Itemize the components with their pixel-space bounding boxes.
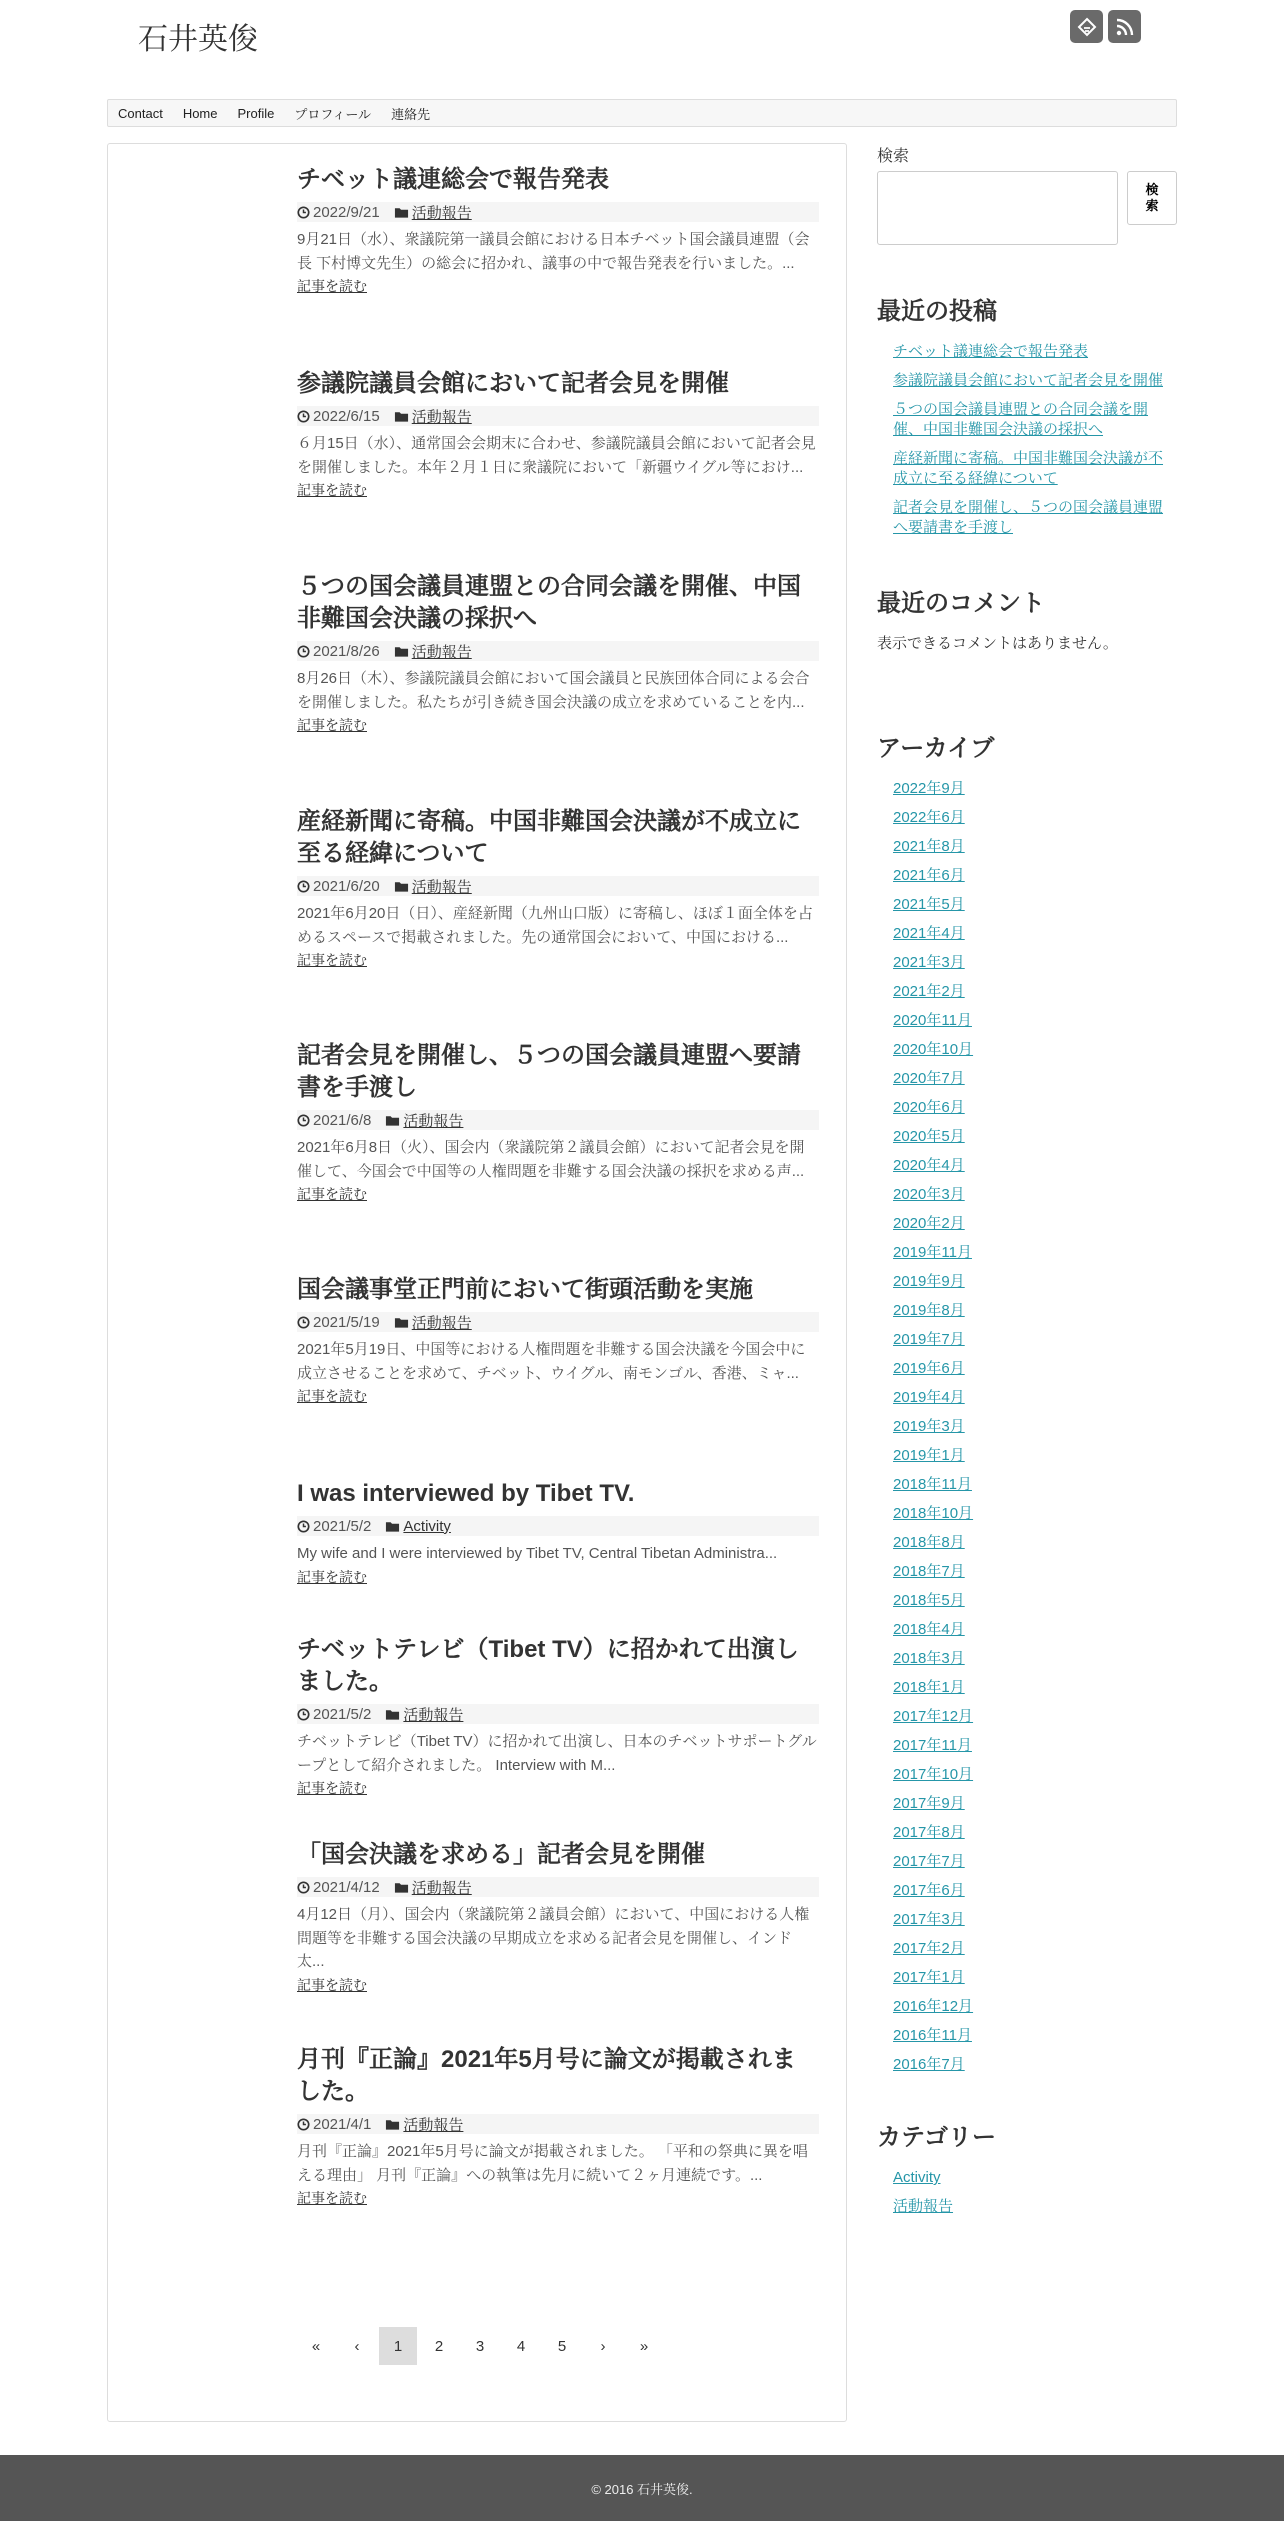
page-5-button[interactable]: 5 xyxy=(557,2337,567,2355)
post-item xyxy=(297,1274,819,1406)
post-meta xyxy=(297,202,819,222)
archive-item xyxy=(893,982,1177,1002)
search-form xyxy=(877,171,1177,245)
post-category-link[interactable]: 活動報告 xyxy=(411,878,472,896)
category-item xyxy=(893,2168,1177,2188)
categories-title: カテゴリー xyxy=(877,2124,997,2151)
archive-item xyxy=(893,1707,1177,1727)
post-excerpt: 4月12日（月）、国会内（衆議院第２議員会館）において、中国における人権問題等を非難する国会決議の早期成立を求める記者会見を開催し、インド太... xyxy=(297,1906,810,1970)
archive-link[interactable]: 2016年11月 xyxy=(893,2027,972,2044)
recent-comments-widget xyxy=(877,583,1177,653)
archive-link[interactable]: 2020年10月 xyxy=(893,1041,974,1058)
archive-item xyxy=(893,1388,1177,1408)
read-more-link[interactable]: 記事を読む xyxy=(297,482,367,498)
recent-post-item xyxy=(893,342,1177,362)
post-category-link[interactable]: Activity xyxy=(403,1517,451,1535)
folder-icon xyxy=(394,206,409,219)
archive-item xyxy=(893,1591,1177,1611)
post-meta xyxy=(297,1312,819,1332)
post-meta xyxy=(297,2114,819,2134)
recent-post-item xyxy=(893,371,1177,391)
archive-link[interactable]: 2021年4月 xyxy=(893,925,965,942)
post-title[interactable]: 記者会見を開催し、５つの国会議員連盟へ要請書を手渡し xyxy=(297,1042,801,1101)
archive-item xyxy=(893,1533,1177,1553)
archive-item xyxy=(893,1794,1177,1814)
archive-link[interactable]: 2017年3月 xyxy=(893,1911,965,1928)
folder-icon xyxy=(385,2118,400,2131)
recent-post-link[interactable]: ５つの国会議員連盟との合同会議を開催、中国非難国会決議の採択へ xyxy=(893,401,1149,438)
post-title[interactable]: I was interviewed by Tibet TV. xyxy=(297,1480,635,1507)
nav-profile[interactable]: Profile xyxy=(237,105,275,121)
pagination xyxy=(297,2327,666,2365)
post-item xyxy=(297,806,819,970)
post-category-link[interactable]: 活動報告 xyxy=(411,643,472,661)
folder-icon xyxy=(394,880,409,893)
archive-item xyxy=(893,1330,1177,1350)
clock-icon xyxy=(297,645,310,658)
social-links xyxy=(1070,10,1141,43)
archives-list xyxy=(877,779,1177,2075)
post-excerpt: 月刊『正論』2021年5月号に論文が掲載されました。 「平和の祭典に異を唱える理由」 月刊『正論』への執筆は先月に続いて２ヶ月連続です。... xyxy=(297,2143,808,2184)
folder-icon xyxy=(394,1881,409,1894)
clock-icon xyxy=(297,1520,310,1533)
post-date: 2022/9/21 xyxy=(313,203,380,221)
archive-link[interactable]: 2019年6月 xyxy=(893,1360,965,1377)
archive-item xyxy=(893,1504,1177,1524)
post-date: 2022/6/15 xyxy=(313,407,380,425)
archive-link[interactable]: 2020年11月 xyxy=(893,1012,972,1029)
archive-link[interactable]: 2021年2月 xyxy=(893,983,965,1000)
read-more-link[interactable]: 記事を読む xyxy=(297,1388,367,1404)
archive-item xyxy=(893,1852,1177,1872)
clock-icon xyxy=(297,410,310,423)
post-date: 2021/5/2 xyxy=(313,1705,372,1723)
archives-title: アーカイブ xyxy=(877,735,995,762)
read-more-link[interactable]: 記事を読む xyxy=(297,952,367,968)
post-excerpt: 9月21日（水）、衆議院第一議員会館における日本チベット国会議員連盟（会長 下村博文先生）の総会に招かれ、議事の中で報告発表を行いました。... xyxy=(297,231,810,272)
archive-item xyxy=(893,1881,1177,1901)
post-title[interactable]: 月刊『正論』2021年5月号に論文が掲載されました。 xyxy=(297,2046,796,2105)
recent-posts-title: 最近の投稿 xyxy=(877,298,997,325)
categories-widget xyxy=(877,2117,1177,2217)
post-excerpt: My wife and I were interviewed by Tibet TV, Central Tibetan Administra... xyxy=(297,1545,778,1562)
archive-link[interactable]: 2017年9月 xyxy=(893,1795,965,1812)
clock-icon xyxy=(297,1114,310,1127)
archive-link[interactable]: 2019年11月 xyxy=(893,1244,972,1261)
post-item xyxy=(297,368,819,500)
read-more-link[interactable]: 記事を読む xyxy=(297,2190,367,2206)
post-title[interactable]: チベット議連総会で報告発表 xyxy=(297,166,609,193)
recent-comments-title: 最近のコメント xyxy=(877,590,1045,617)
post-excerpt: ６月15日（水）、通常国会会期末に合わせ、参議院議員会館において記者会見を開催しました。本年２月１日に衆議院において「新疆ウイグル等におけ... xyxy=(297,435,816,476)
page-2-button[interactable]: 2 xyxy=(434,2337,444,2355)
post-date: 2021/5/2 xyxy=(313,1517,372,1535)
page-3-button[interactable]: 3 xyxy=(475,2337,485,2355)
page-1-button[interactable]: 1 xyxy=(379,2327,417,2365)
archive-item xyxy=(893,808,1177,828)
nav-home[interactable]: Home xyxy=(182,105,218,121)
archive-link[interactable]: 2021年5月 xyxy=(893,896,965,913)
post-date: 2021/8/26 xyxy=(313,642,380,660)
archive-link[interactable]: 2019年3月 xyxy=(893,1418,965,1435)
archive-item xyxy=(893,1011,1177,1031)
site-title[interactable]: 石井英俊 xyxy=(138,23,258,56)
archive-item xyxy=(893,1736,1177,1756)
archive-link[interactable]: 2018年7月 xyxy=(893,1563,965,1580)
archive-link[interactable]: 2020年4月 xyxy=(893,1157,965,1174)
recent-post-link[interactable]: 記者会見を開催し、５つの国会議員連盟へ要請書を手渡し xyxy=(893,499,1164,536)
post-excerpt: 2021年6月8日（火）、国会内（衆議院第２議員会館）において記者会見を開催して、今国会で中国等の人権問題を非難する国会決議の採択を求める声... xyxy=(297,1139,805,1180)
post-item xyxy=(297,164,819,296)
categories-list xyxy=(877,2168,1177,2217)
archives-widget xyxy=(877,728,1177,2075)
archive-link[interactable]: 2017年2月 xyxy=(893,1940,965,1957)
archive-item xyxy=(893,895,1177,915)
archive-item xyxy=(893,1620,1177,1640)
archive-link[interactable]: 2019年7月 xyxy=(893,1331,965,1348)
post-meta xyxy=(297,1704,819,1724)
post-title[interactable]: 「国会決議を求める」記者会見を開催 xyxy=(297,1841,705,1868)
post-excerpt: チベットテレビ（Tibet TV）に招かれて出演し、日本のチベットサポートグループとして紹介されました。 Interview with M... xyxy=(297,1733,817,1774)
post-list xyxy=(107,143,847,2422)
rss-button[interactable] xyxy=(1108,10,1141,43)
read-more-link[interactable]: 記事を読む xyxy=(297,1568,367,1585)
archive-item xyxy=(893,1649,1177,1669)
archive-link[interactable]: 2017年11月 xyxy=(893,1737,972,1754)
archive-link[interactable]: 2021年8月 xyxy=(893,838,965,855)
page-last-button[interactable]: » xyxy=(639,2337,649,2355)
archive-link[interactable]: 2020年6月 xyxy=(893,1099,965,1116)
read-more-link[interactable]: 記事を読む xyxy=(297,717,367,733)
page-prev-button[interactable]: ‹ xyxy=(354,2337,360,2355)
archive-item xyxy=(893,1098,1177,1118)
archive-link[interactable]: 2022年9月 xyxy=(893,780,965,797)
archive-link[interactable]: 2019年1月 xyxy=(893,1447,965,1464)
archive-item xyxy=(893,1185,1177,1205)
archive-link[interactable]: 2021年6月 xyxy=(893,867,965,884)
main-nav xyxy=(107,99,1177,127)
folder-icon xyxy=(385,1708,400,1721)
recent-posts-list xyxy=(877,342,1177,538)
clock-icon xyxy=(297,1881,310,1894)
page-first-button[interactable]: « xyxy=(311,2337,321,2355)
nav-profile-ja[interactable]: プロフィール xyxy=(294,106,372,122)
post-date: 2021/6/20 xyxy=(313,877,380,895)
archive-item xyxy=(893,866,1177,886)
category-item xyxy=(893,2197,1177,2217)
post-title[interactable]: ５つの国会議員連盟との合同会議を開催、中国非難国会決議の採択へ xyxy=(297,573,801,632)
clock-icon xyxy=(297,206,310,219)
archive-link[interactable]: 2018年10月 xyxy=(893,1505,974,1522)
clock-icon xyxy=(297,2118,310,2131)
sidebar xyxy=(877,143,1177,2226)
archive-link[interactable]: 2018年4月 xyxy=(893,1621,965,1638)
archive-link[interactable]: 2016年12月 xyxy=(893,1998,974,2015)
archive-item xyxy=(893,1301,1177,1321)
post-title[interactable]: 参議院議員会館において記者会見を開催 xyxy=(297,370,729,397)
recent-post-link[interactable]: 産経新聞に寄稿。中国非難国会決議が不成立に至る経緯について xyxy=(893,450,1164,487)
page-next-button[interactable]: › xyxy=(600,2337,606,2355)
copyright: © 2016 石井英俊. xyxy=(591,2481,693,2497)
page-4-button[interactable]: 4 xyxy=(516,2337,526,2355)
search-button[interactable]: 検索 xyxy=(1127,171,1177,225)
archive-item xyxy=(893,1823,1177,1843)
rss-icon xyxy=(1115,17,1135,37)
archive-item xyxy=(893,953,1177,973)
archive-link[interactable]: 2018年11月 xyxy=(893,1476,972,1493)
archive-item xyxy=(893,779,1177,799)
archive-link[interactable]: 2018年3月 xyxy=(893,1650,965,1667)
clock-icon xyxy=(297,880,310,893)
post-meta xyxy=(297,641,819,661)
post-item xyxy=(297,1839,819,1995)
post-date: 2021/4/12 xyxy=(313,1878,380,1896)
archive-link[interactable]: 2017年8月 xyxy=(893,1824,965,1841)
post-category-link[interactable]: 活動報告 xyxy=(411,408,472,426)
archive-link[interactable]: 2018年5月 xyxy=(893,1592,965,1609)
category-link[interactable]: Activity xyxy=(893,2169,941,2186)
archive-link[interactable]: 2020年2月 xyxy=(893,1215,965,1232)
nav-contact[interactable]: Contact xyxy=(118,105,163,121)
archive-item xyxy=(893,1968,1177,1988)
archive-item xyxy=(893,1127,1177,1147)
folder-icon xyxy=(385,1114,400,1127)
archive-item xyxy=(893,1475,1177,1495)
post-date: 2021/4/1 xyxy=(313,2115,372,2133)
post-category-link[interactable]: 活動報告 xyxy=(403,1112,464,1130)
footer xyxy=(0,2455,1284,2521)
post-meta xyxy=(297,876,819,896)
post-excerpt: 2021年6月20日（日）、産経新聞（九州山口版）に寄稿し、ほぼ１面全体を占めるスペースで掲載されました。先の通常国会において、中国における... xyxy=(297,905,813,946)
archive-link[interactable]: 2020年7月 xyxy=(893,1070,965,1087)
archive-link[interactable]: 2018年8月 xyxy=(893,1534,965,1551)
recent-post-item xyxy=(893,400,1177,440)
post-meta xyxy=(297,1110,819,1130)
archive-link[interactable]: 2017年6月 xyxy=(893,1882,965,1899)
post-date: 2021/6/8 xyxy=(313,1111,372,1129)
post-excerpt: 2021年5月19日、中国等における人権問題を非難する国会決議を今国会中に成立させることを求めて、チベット、ウイグル、南モンゴル、香港、ミャ... xyxy=(297,1341,806,1382)
archive-link[interactable]: 2017年7月 xyxy=(893,1853,965,1870)
read-more-link[interactable]: 記事を読む xyxy=(297,1976,367,1993)
post-title[interactable]: 産経新聞に寄稿。中国非難国会決議が不成立に至る経緯について xyxy=(297,808,801,867)
archive-link[interactable]: 2017年1月 xyxy=(893,1969,965,1986)
recent-post-item xyxy=(893,449,1177,489)
recent-post-link[interactable]: 参議院議員会館において記者会見を開催 xyxy=(893,372,1164,389)
post-item xyxy=(297,2044,819,2208)
post-meta xyxy=(297,1877,819,1897)
clock-icon xyxy=(297,1316,310,1329)
search-label: 検索 xyxy=(877,148,910,165)
post-item xyxy=(297,571,819,735)
archive-item xyxy=(893,2055,1177,2075)
archive-item xyxy=(893,1939,1177,1959)
archive-item xyxy=(893,1910,1177,1930)
archive-item xyxy=(893,1069,1177,1089)
archive-item xyxy=(893,837,1177,857)
archive-item xyxy=(893,1272,1177,1292)
post-item xyxy=(297,1040,819,1204)
archive-link[interactable]: 2019年9月 xyxy=(893,1273,965,1290)
folder-icon xyxy=(385,1520,400,1533)
archive-link[interactable]: 2020年5月 xyxy=(893,1128,965,1145)
nav-contact-ja[interactable]: 連絡先 xyxy=(391,106,431,122)
category-link[interactable]: 活動報告 xyxy=(893,2198,954,2215)
post-meta xyxy=(297,406,819,426)
post-excerpt: 8月26日（木）、参議院議員会館において国会議員と民族団体合同による会合を開催しました。私たちが引き続き国会決議の成立を求めていることを内... xyxy=(297,670,810,711)
feedly-button[interactable] xyxy=(1070,10,1103,43)
archive-link[interactable]: 2016年7月 xyxy=(893,2056,965,2073)
archive-link[interactable]: 2020年3月 xyxy=(893,1186,965,1203)
archive-item xyxy=(893,1562,1177,1582)
archive-item xyxy=(893,1214,1177,1234)
post-title[interactable]: 国会議事堂正門前において街頭活動を実施 xyxy=(297,1276,753,1303)
no-comments-text: 表示できるコメントはありません。 xyxy=(877,635,1118,652)
archive-item xyxy=(893,1446,1177,1466)
archive-item xyxy=(893,2026,1177,2046)
clock-icon xyxy=(297,1708,310,1721)
read-more-link[interactable]: 記事を読む xyxy=(297,1186,367,1202)
recent-post-link[interactable]: チベット議連総会で報告発表 xyxy=(893,343,1089,360)
archive-item xyxy=(893,1765,1177,1785)
archive-item xyxy=(893,924,1177,944)
post-category-link[interactable]: 活動報告 xyxy=(411,1879,472,1897)
recent-posts-widget xyxy=(877,291,1177,538)
archive-link[interactable]: 2019年4月 xyxy=(893,1389,965,1406)
post-meta xyxy=(297,1516,819,1536)
folder-icon xyxy=(394,410,409,423)
archive-item xyxy=(893,1359,1177,1379)
folder-icon xyxy=(394,1316,409,1329)
post-category-link[interactable]: 活動報告 xyxy=(403,1706,464,1724)
archive-item xyxy=(893,1243,1177,1263)
read-more-link[interactable]: 記事を読む xyxy=(297,1780,367,1796)
post-category-link[interactable]: 活動報告 xyxy=(403,2116,464,2134)
post-category-link[interactable]: 活動報告 xyxy=(411,204,472,222)
post-item xyxy=(297,1634,819,1798)
archive-item xyxy=(893,1156,1177,1176)
read-more-link[interactable]: 記事を読む xyxy=(297,278,367,294)
post-item xyxy=(297,1478,819,1587)
post-date: 2021/5/19 xyxy=(313,1313,380,1331)
archive-link[interactable]: 2022年6月 xyxy=(893,809,965,826)
archive-item xyxy=(893,1417,1177,1437)
search-input[interactable] xyxy=(877,171,1118,245)
folder-icon xyxy=(394,645,409,658)
archive-link[interactable]: 2019年8月 xyxy=(893,1302,965,1319)
archive-link[interactable]: 2018年1月 xyxy=(893,1679,965,1696)
archive-item xyxy=(893,1678,1177,1698)
archive-link[interactable]: 2017年12月 xyxy=(893,1708,974,1725)
feedly-icon xyxy=(1077,17,1097,37)
post-title[interactable]: チベットテレビ（Tibet TV）に招かれて出演しました。 xyxy=(297,1636,799,1695)
archive-item xyxy=(893,1040,1177,1060)
archive-link[interactable]: 2017年10月 xyxy=(893,1766,974,1783)
archive-link[interactable]: 2021年3月 xyxy=(893,954,965,971)
recent-post-item xyxy=(893,498,1177,538)
archive-item xyxy=(893,1997,1177,2017)
post-category-link[interactable]: 活動報告 xyxy=(411,1314,472,1332)
